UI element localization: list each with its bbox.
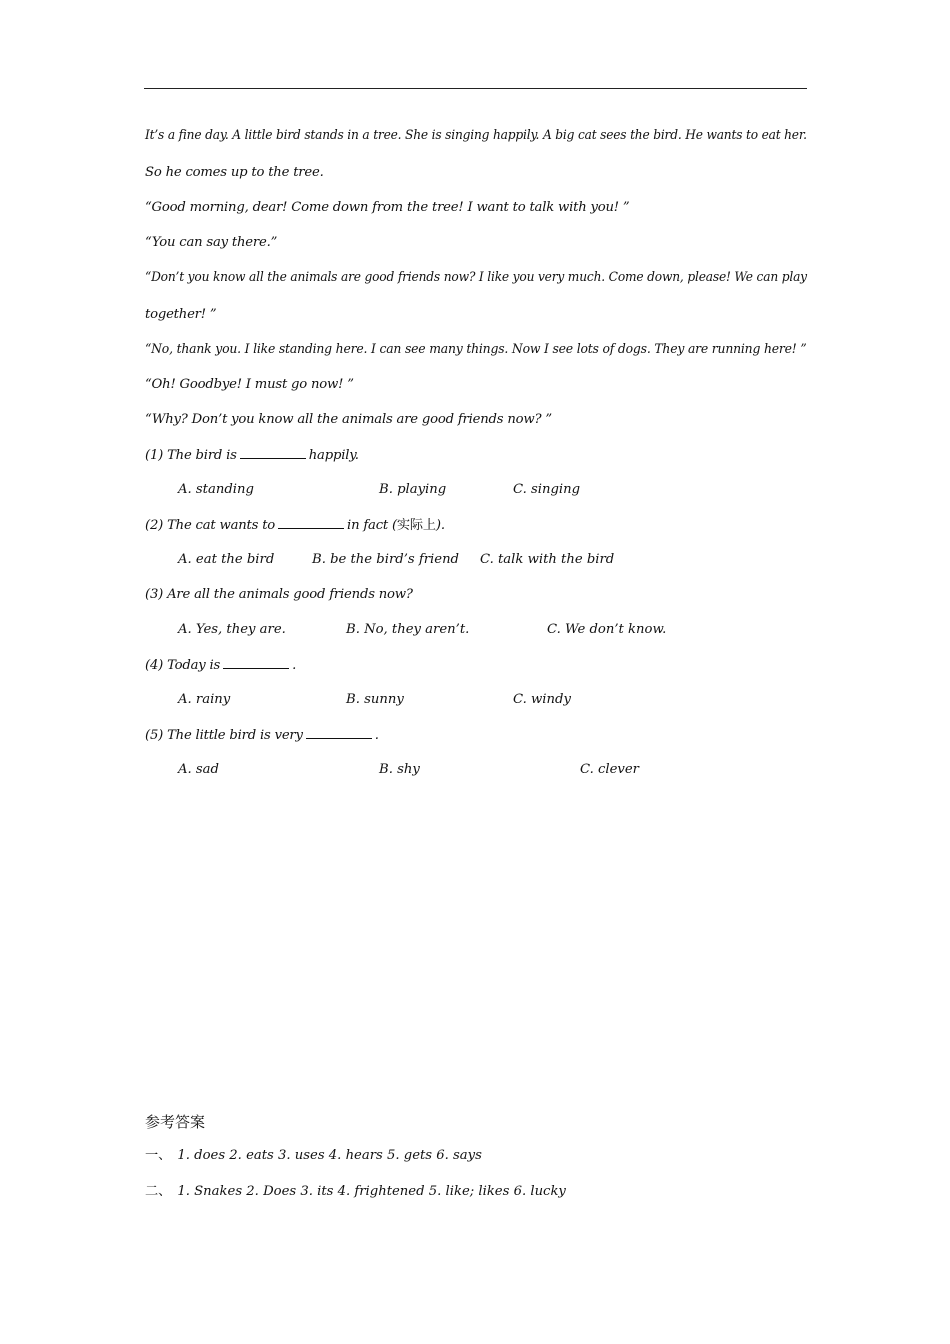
- answers-heading: 参考答案: [145, 1113, 206, 1131]
- answers-row-1-number: 一、: [145, 1148, 172, 1163]
- q3-option-c: C. We don’t know.: [547, 622, 667, 637]
- q4-option-b: B. sunny: [346, 692, 404, 707]
- story-line-1: It’s a fine day. A little bird stands in a tree. She is singing happily. A big cat sees the bird. He wants to eat her.: [145, 128, 807, 143]
- answer-blank: [240, 446, 306, 459]
- story-line-9: “Why? Don’t you know all the animals are good friends now? ”: [145, 412, 552, 427]
- question-2-end: ).: [435, 518, 445, 533]
- question-3: (3) Are all the animals good friends now?: [145, 587, 413, 602]
- q2-option-b: B. be the bird’s friend: [312, 552, 460, 567]
- answer-blank: [306, 726, 372, 739]
- story-line-6: together! ”: [145, 307, 217, 322]
- answers-row-2-text: 1. Snakes 2. Does 3. its 4. frightened 5. like; likes 6. lucky: [177, 1184, 566, 1199]
- answers-row-2: [145, 1183, 566, 1201]
- answer-blank: [278, 516, 344, 529]
- q2-option-c: C. talk with the bird: [480, 552, 615, 567]
- question-5-tail: .: [374, 728, 379, 743]
- answer-blank: [223, 656, 289, 669]
- story-line-8: “Oh! Goodbye! I must go now! ”: [145, 377, 354, 392]
- question-2-tail: in fact (: [347, 518, 397, 533]
- story-line-4: “You can say there.”: [145, 235, 278, 250]
- question-2-chinese-gloss: 实际上: [396, 518, 436, 533]
- q1-option-b: B. playing: [379, 482, 447, 497]
- question-1-text: (1) The bird is: [145, 448, 237, 463]
- q5-option-a: A. sad: [178, 762, 219, 777]
- q2-option-a: A. eat the bird: [178, 552, 275, 567]
- question-1: [145, 446, 359, 465]
- answers-row-2-number: 二、: [145, 1184, 172, 1199]
- q1-option-c: C. singing: [513, 482, 581, 497]
- q3-option-b: B. No, they aren’t.: [346, 622, 470, 637]
- q5-option-c: C. clever: [580, 762, 639, 777]
- question-4-tail: .: [292, 658, 297, 673]
- story-line-3: “Good morning, dear! Come down from the tree! I want to talk with you! ”: [145, 200, 630, 215]
- question-4: [145, 656, 296, 675]
- q4-option-a: A. rainy: [178, 692, 231, 707]
- question-4-text: (4) Today is: [145, 658, 221, 673]
- story-line-2: So he comes up to the tree.: [145, 165, 324, 180]
- q5-option-b: B. shy: [379, 762, 420, 777]
- q3-option-a: A. Yes, they are.: [178, 622, 286, 637]
- story-line-7: “No, thank you. I like standing here. I can see many things. Now I see lots of dogs. They are running here! ”: [145, 342, 807, 357]
- question-2-text: (2) The cat wants to: [145, 518, 276, 533]
- q4-option-c: C. windy: [513, 692, 571, 707]
- question-1-tail: happily.: [308, 448, 359, 463]
- header-rule: [144, 88, 807, 89]
- question-5: [145, 726, 379, 745]
- question-2: [145, 516, 445, 535]
- question-5-text: (5) The little bird is very: [145, 728, 303, 743]
- q1-option-a: A. standing: [178, 482, 254, 497]
- story-line-5: “Don’t you know all the animals are good friends now? I like you very much. Come down, please! We can play: [145, 270, 807, 285]
- answers-row-1-text: 1. does 2. eats 3. uses 4. hears 5. gets 6. says: [177, 1148, 482, 1163]
- answers-row-1: [145, 1147, 482, 1165]
